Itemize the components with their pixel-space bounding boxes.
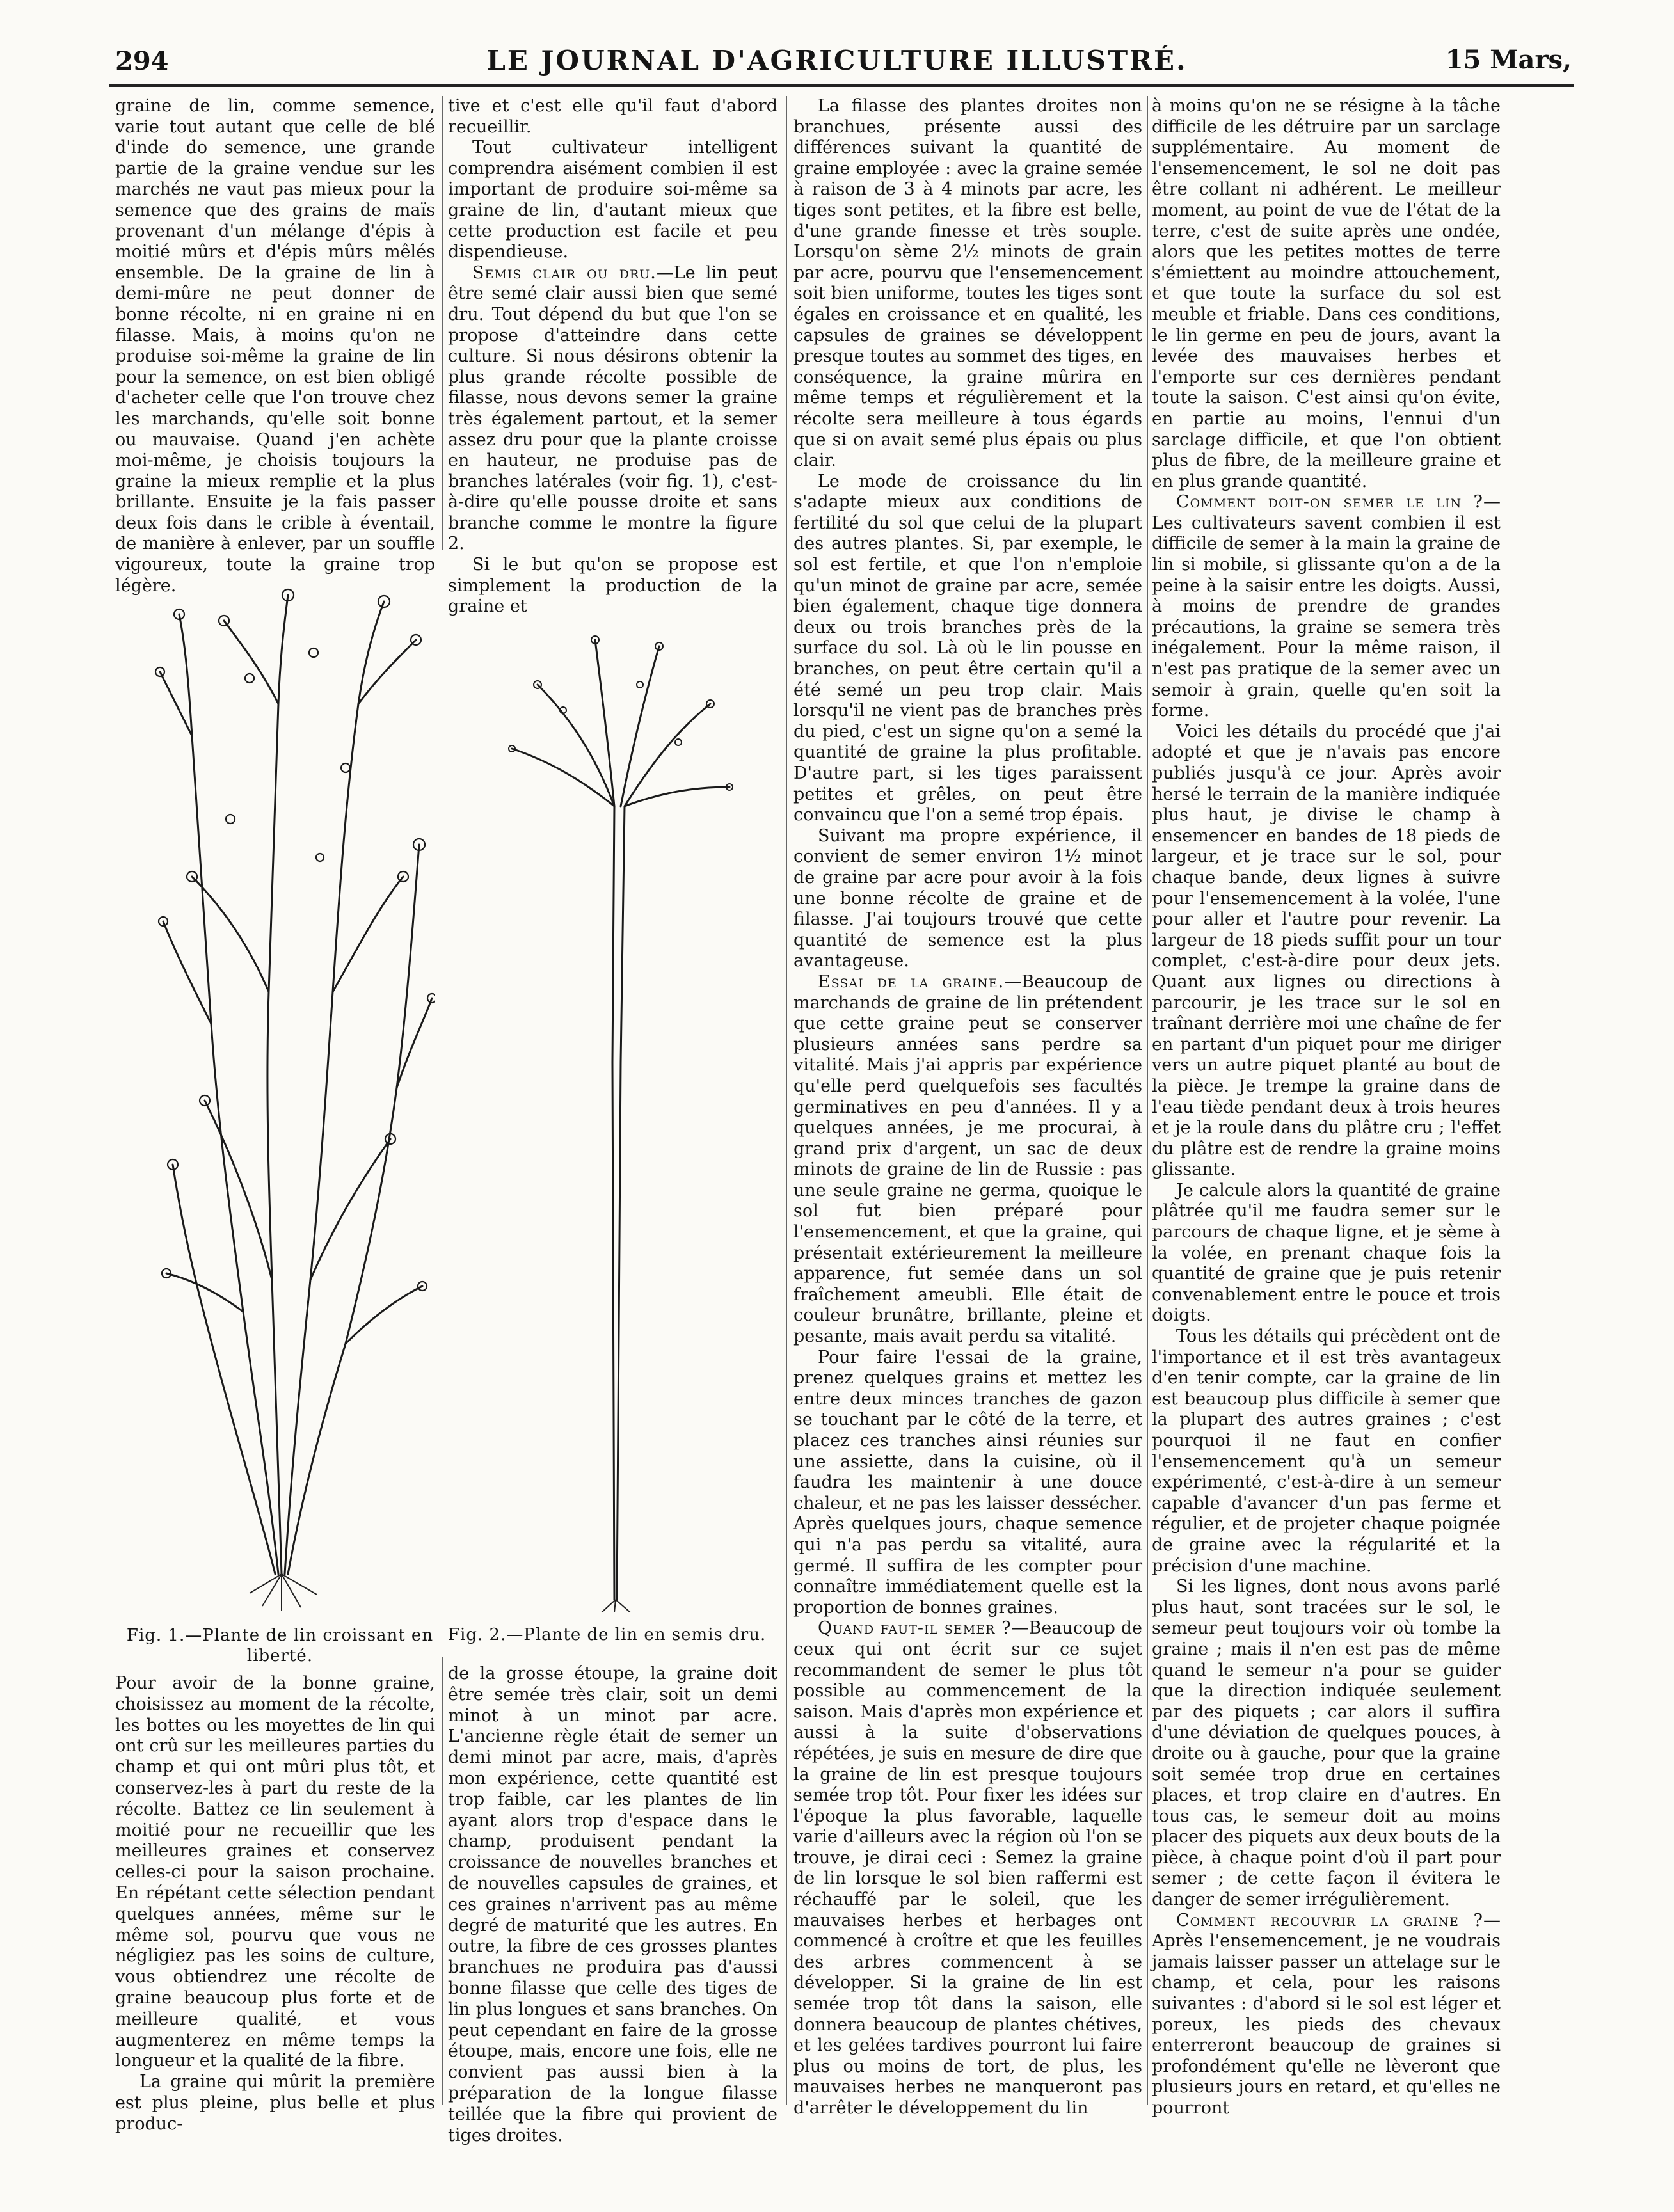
column-4-paragraph-4: Je calcule alors la quantité de graine plâtrée qu'il me faudra semer sur le parcours de chaque ligne, et je sème à la volée, en prenant chaque fois la quantité de graine que je puis retenir convenablement entre le pouce et trois doigts. bbox=[1152, 1180, 1501, 1326]
column-4-paragraph-3: Voici les détails du procédé que j'ai adopté et que je n'avais pas encore publiés jusqu'à ce jour. Après avoir hersé le terrain de la manière indiquée plus haut, je divise le champ à ensemencer en bandes de 18 pieds de largeur, et je trace sur le sol, pour chaque bande, deux lignes à suivre pour l'ensemencement à la volée, l'une pour aller et l'autre pour revenir. La largeur de 18 pieds suffit pour un tour complet, c'est-à-dire pour deux jets. Quant aux lignes ou directions à parcourir, je les trace sur le sol en traînant derrière moi une chaîne de fer en partant d'un piquet pour me diriger vers un autre piquet planté au bout de la pièce. Je trempe la graine dans de l'eau tiède pendant deux à trois heures et je la roule dans du plâtre cru ; l'effet du plâtre est de rendre la graine moins glissante. bbox=[1152, 721, 1501, 1180]
comment-text: —Les cultivateurs savent combien il est difficile de semer à la main la graine de lin si mobile, si glissante qu'on a de la peine à la saisir entre les doigts. Aussi, à moins de prendre de grandes précautions, la graine se semera très inégalement. Pour la même raison, il n'est pas pratique de la semer avec un semoir à grain, quelle qu'en soit la forme. bbox=[1152, 492, 1501, 721]
column-3 bbox=[793, 96, 1142, 2119]
column-4-recouvrir-paragraph bbox=[1152, 1911, 1501, 2119]
column-rule-1 bbox=[442, 96, 443, 550]
column-1-top-text: graine de lin, comme semence, varie tout autant que celle de blé d'inde do semence, une grande partie de la graine vendue sur les marchés ne vaut pas mieux pour la semence que des grains de maïs provenant d'un mélange d'épis à moitié mûrs et d'épis mûrs mêlés ensemble. De la graine de lin à demi-mûre ne peut donner de bonne récolte, ni en graine ni en filasse. Mais, à moins qu'on ne produise soi-même la graine de lin pour la semence, on est bien obligé d'acheter celle que l'on trouve chez les marchands, qu'elle soit bonne ou mauvaise. Quand j'en achète moi-même, je choisis toujours la graine la mieux remplie et la plus brillante. Ensuite je la fais passer deux fois dans le crible à éventail, de manière à enlever, par un souffle vigoureux, toute la graine trop légère. bbox=[115, 96, 435, 596]
essai-text: —Beaucoup de marchands de graine de lin prétendent que cette graine peut se conserver plusieurs années sans perdre sa vitalité. Mais j'ai appris par expérience qu'elle perd quelquefois ses facultés germinatives en peu d'années. Il y a quelques années, je me procurai, à grand prix d'argent, un sac de deux minots de graine de lin de Russie : pas une seule graine ne germa, quoique le sol fut bien préparé pour l'ensemencement, et que la graine, qui présentait extérieurement la meilleure apparence, fut semée dans un sol fraîchement ameubli. Elle était de couleur brunâtre, brillante, pleine et pesante, mais avait perdu sa vitalité. bbox=[793, 971, 1142, 1347]
column-4-comment-paragraph bbox=[1152, 492, 1501, 722]
figure-1-illustration bbox=[154, 576, 435, 1612]
semis-text: —Le lin peut être semé clair aussi bien que semé dru. Tout dépend du but que l'on se propose d'atteindre dans cette culture. Si nous désirons obtenir la plus grande récolte possible de filasse, nous devons semer la graine très également partout, et la semer assez dru pour que la plante croisse en hauteur, ne produise pas de branches latérales (voir fig. 1), c'est-à-dire qu'elle pousse droite et sans branche comme le montre la figure 2. bbox=[448, 262, 777, 554]
page-header bbox=[0, 0, 1674, 96]
column-3-quand-paragraph bbox=[793, 1618, 1142, 2119]
comment-heading: Comment doit-on semer le lin ? bbox=[1176, 492, 1483, 513]
recouvrir-heading: Comment recouvrir la graine ? bbox=[1176, 1910, 1483, 1930]
column-2-bottom bbox=[448, 1664, 777, 2146]
semis-heading: Semis clair ou dru. bbox=[472, 262, 657, 283]
column-3-essai-paragraph bbox=[793, 972, 1142, 1348]
quand-text: —Beaucoup de ceux qui ont écrit sur ce sujet recommandent de semer le plus tôt possible au commencement de la saison. Mais d'après mon expérience et aussi à la suite d'observations répétées, je suis en mesure de dire que la graine de lin est presque toujours semée trop tôt. Pour fixer les idées sur l'époque la plus favorable, laquelle varie d'ailleurs avec la région où l'on se trouve, je dirai ceci : Semez la graine de lin lorsque le sol bien raffermi est réchauffé par le soleil, que les mauvaises herbes et herbages ont commencé à croître et que les feuilles des arbres commencent à se développer. Si la graine de lin est semée trop tôt dans la saison, elle donnera beaucoup de plantes chétives, et les gelées tardives pourront lui faire plus ou moins de tort, de plus, les mauvaises herbes ne manqueront pas d'arrêter le développement du lin bbox=[793, 1618, 1142, 2118]
column-2-paragraph-2: Tout cultivateur intelligent comprendra aisément combien il est important de produire soi-même sa graine de lin, d'autant mieux que cette production est facile et peu dispendieuse. bbox=[448, 138, 777, 262]
column-4-paragraph-6: Si les lignes, dont nous avons parlé plus haut, sont tracées sur le sol, le semeur peut toujours voir où tombe la graine ; mais il n'en est pas de même quand le semeur n'a pour se guider que la direction indiquée seulement par des piquets ; car alors il suffira d'une déviation de quelques pouces, à droite ou à gauche, pour que la graine soit semée trop drue en certaines places, et trop claire en d'autres. En tous cas, le semeur doit au moins placer des piquets aux deux bouts de la pièce, à chaque point d'où il part pour semer ; de cette façon il évitera le danger de semer irrégulièrement. bbox=[1152, 1577, 1501, 1910]
figure-2-caption: Fig. 2.—Plante de lin en semis dru. bbox=[448, 1625, 767, 1644]
header-rule bbox=[109, 84, 1574, 87]
column-1-top bbox=[115, 96, 435, 596]
column-2-bottom-text: de la grosse étoupe, la graine doit être semée très clair, soit un demi minot à un minot par acre. L'ancienne règle était de semer un demi minot par acre, mais, d'après mon expérience, cette quantité est trop faible, car les plantes de lin ayant alors trop d'espace dans le champ, produisent pendant la croissance de nouvelles branches et de nouvelles capsules de graines, et ces graines n'arrivent pas au même degré de maturité que les autres. En outre, la fibre de ces grosses plantes branchues ne produira pas d'aussi bonne filasse que celle des tiges de lin plus longues et sans branches. On peut cependant en faire de la grosse étoupe, mais, encore une fois, elle ne convient pas aussi bien à la préparation de la longue filasse teillée que la fibre qui provient de tiges droites. bbox=[448, 1664, 777, 2145]
page-number: 294 bbox=[115, 46, 169, 76]
column-4-paragraph-1: à moins qu'on ne se résigne à la tâche difficile de les détruire par un sarclage supplémentaire. Au moment de l'ensemencement, le sol ne doit pas être collant ni adhérent. Le meilleur moment, au point de vue de l'état de la terre, c'est de suite après une ondée, alors que les petites mottes de terre s'émiettent au moindre attouchement, et que toute la surface du sol est meuble et friable. Dans ces conditions, le lin germe en peu de jours, avant la levée des mauvaises herbes et l'emporte sur ces dernières pendant toute la saison. C'est ainsi qu'on évite, en partie au moins, l'ennui d'un sarclage difficile, et que l'on obtient plus de fibre, de la meilleure graine et en plus grande quantité. bbox=[1152, 96, 1501, 491]
column-4 bbox=[1152, 96, 1501, 2119]
column-3-paragraph-3: Suivant ma propre expérience, il convient de semer environ 1½ minot de graine par acre pour avoir à la fois une bonne récolte de graine et de filasse. J'ai toujours trouvé que cette quantité de semence est la plus avantageuse. bbox=[793, 825, 1142, 971]
column-rule-2 bbox=[786, 96, 787, 2105]
column-2-top bbox=[448, 96, 777, 617]
figure-2-illustration bbox=[486, 614, 742, 1612]
column-2-paragraph-last: Si le but qu'on se propose est simplement la production de la graine et bbox=[448, 555, 777, 617]
figure-1-caption: Fig. 1.—Plante de lin croissant en liberté. bbox=[126, 1626, 434, 1666]
column-rule-1b bbox=[442, 1657, 443, 2105]
column-1-bottom-paragraph-2: La graine qui mûrit la première est plus pleine, plus belle et plus produc- bbox=[115, 2072, 435, 2134]
recouvrir-text: —Après l'ensemencement, je ne voudrais jamais laisser passer un attelage sur le champ, et cela, pour les raisons suivantes : d'abord si le sol est léger et poreux, les pieds des chevaux enterreront beaucoup de graines si profondément qu'elle ne lèveront que plusieurs jours en retard, et qu'elles ne pourront bbox=[1152, 1910, 1501, 2118]
column-3-paragraph-1: La filasse des plantes droites non branchues, présente aussi des différences suivant la quantité de graine employée : avec la graine semée à raison de 3 à 4 minots par acre, les tiges sont petites, et la fibre est belle, d'une grande finesse et très souple. Lorsqu'on sème 2½ minots de grain par acre, pourvu que l'ensemencement soit bien uniforme, toutes les tiges sont égales en croissance et en qualité, les capsules de graines se développent presque toutes au sommet des tiges, en conséquence, la graine mûrira en même temps et régulièrement et la récolte sera meilleure à tous égards que si on avait semé plus épais ou plus clair. bbox=[793, 96, 1142, 471]
column-1-bottom-paragraph-1: Pour avoir de la bonne graine, choisissez au moment de la récolte, les bottes ou les moyettes de lin qui ont crû sur les meilleures parties du champ et qui ont mûri plus tôt, et conservez-les à part du reste de la récolte. Battez ce lin seulement à moitié pour ne recueillir que les meilleures graines et conservez celles-ci pour la saison prochaine. En répétant cette sélection pendant quelques années, même sur le même sol, pourvu que vous ne négligiez pas les soins de culture, vous obtiendrez une récolte de graine beaucoup plus forte et de meilleure qualité, et vous augmenterez en même temps la longueur et la qualité de la fibre. bbox=[115, 1673, 435, 2071]
column-rule-3 bbox=[1147, 96, 1148, 2105]
column-3-paragraph-5: Pour faire l'essai de la graine, prenez quelques grains et mettez les entre deux minces tranches de gazon se touchant par le côté de la terre, et placez ces tranches ainsi réunies sur une assiette, dans la cuisine, où il faudra les maintenir à une douce chaleur, et ne pas les laisser dessécher. Après quelques jours, chaque semence qui n'a pas perdu sa vitalité, aura germé. Il suffira de les compter pour connaître immédiatement quelle est la proportion de bonnes graines. bbox=[793, 1347, 1142, 1618]
quand-heading: Quand faut-il semer ? bbox=[818, 1618, 1012, 1639]
column-2-paragraph-1: tive et c'est elle qu'il faut d'abord recueillir. bbox=[448, 96, 777, 137]
column-4-paragraph-5: Tous les détails qui précèdent ont de l'importance et il est très avantageux d'en tenir compte, car la graine de lin est beaucoup plus difficile à semer que la plupart des autres graines ; c'est pourquoi il ne faut en confier l'ensemencement qu'à un semeur expérimenté, c'est-à-dire à un semeur capable d'avancer d'un pas ferme et régulier, et de projeter chaque poignée de graine avec la régularité et la précision d'une machine. bbox=[1152, 1326, 1501, 1576]
essai-heading: Essai de la graine. bbox=[818, 971, 1005, 992]
journal-title: LE JOURNAL D'AGRICULTURE ILLUSTRÉ. bbox=[486, 45, 1188, 76]
issue-date: 15 Mars, bbox=[1445, 45, 1572, 75]
column-1-bottom bbox=[115, 1673, 435, 2135]
column-2-semis-paragraph bbox=[448, 263, 777, 555]
column-3-paragraph-2: Le mode de croissance du lin s'adapte mieux aux conditions de fertilité du sol que celui de la plupart des autres plantes. Si, par exemple, le sol est fertile, et que l'on n'emploie qu'un minot de graine par acre, semée bien également, chaque tige donnera deux ou trois branches près de la surface du sol. Là où le lin pousse en branches, on peut être certain qu'il a été semé un peu trop clair. Mais lorsqu'il ne vient pas de branches près du pied, c'est un signe qu'on a semé la quantité de graine la plus profitable. D'autre part, si les tiges paraissent petites et grêles, on peut être convaincu que l'on a semé trop épais. bbox=[793, 471, 1142, 825]
